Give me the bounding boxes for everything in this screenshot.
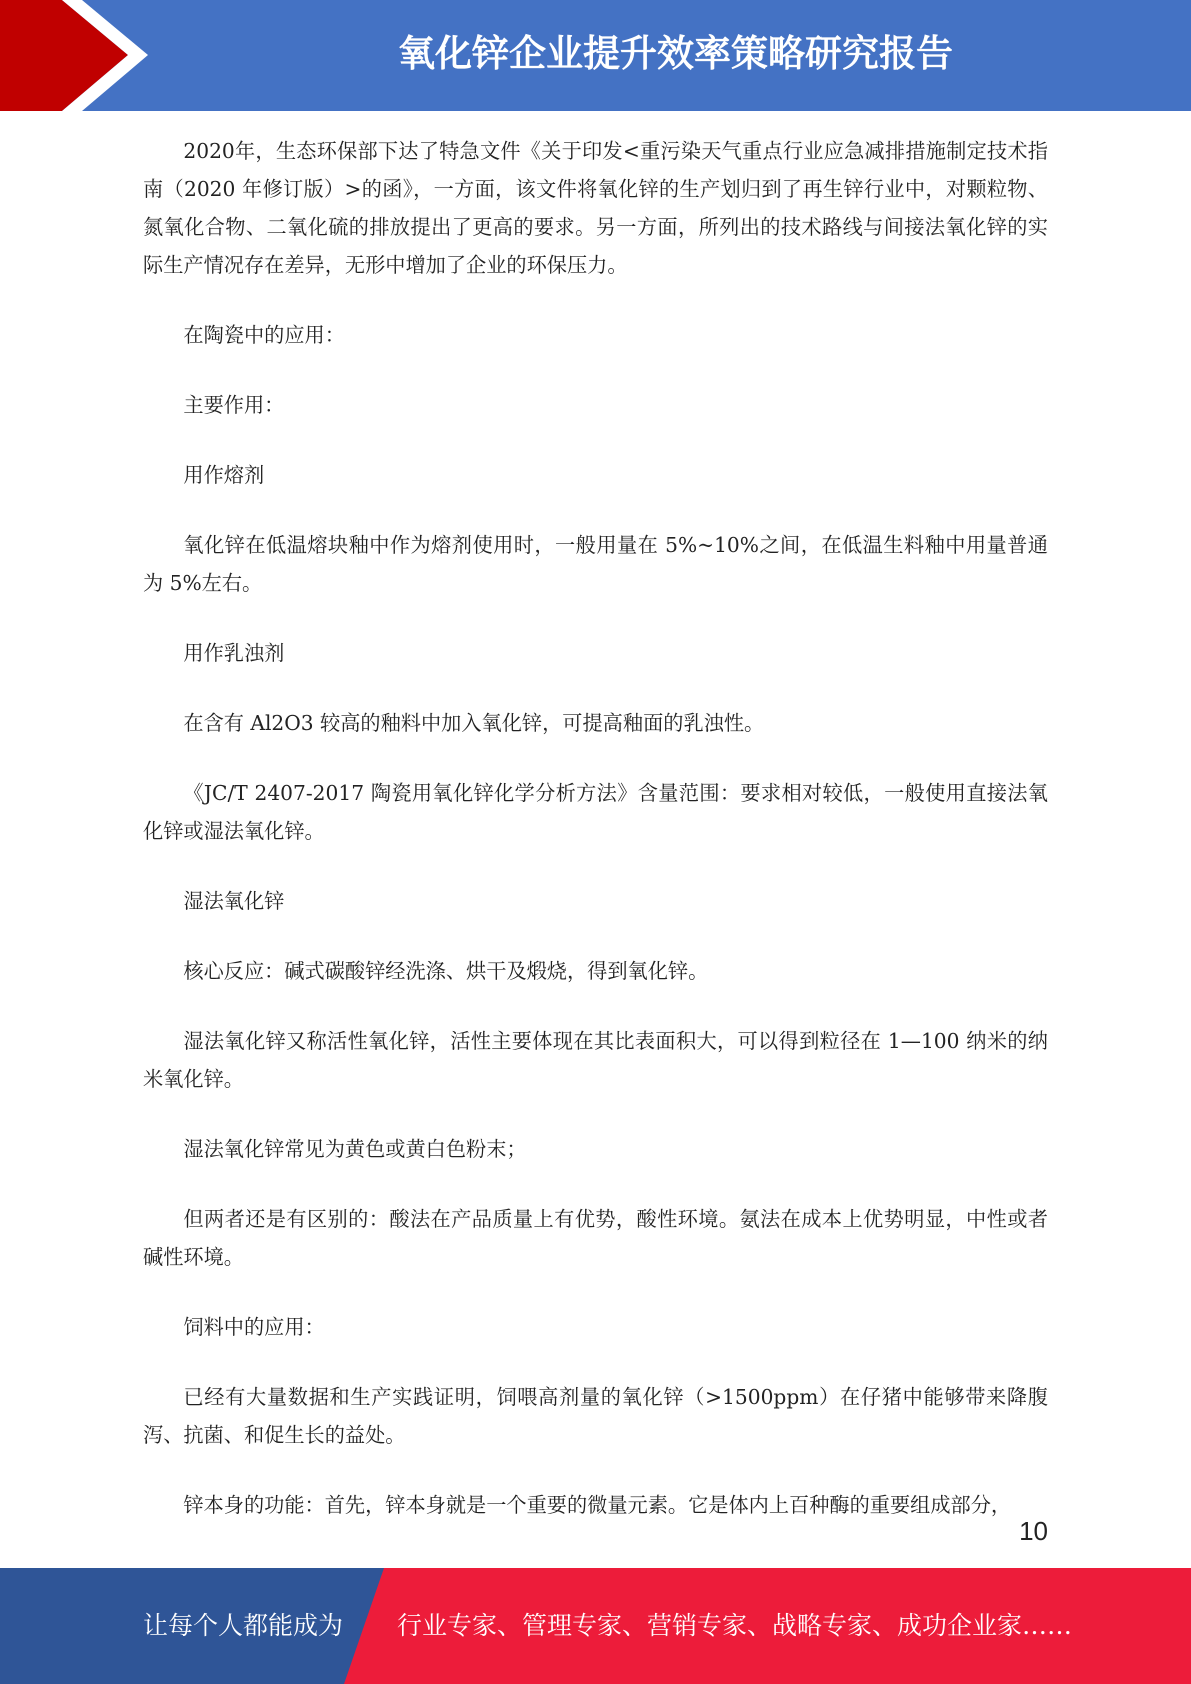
paragraph: 主要作用： <box>183 393 285 417</box>
paragraph: 但两者还是有区别的：酸法在产品质量上有优势，酸性环境。氨法在成本上优势明显，中性或者碱性环境。 <box>143 1207 1048 1269</box>
footer-slogan-left: 让每个人都能成为 <box>143 1611 344 1640</box>
paragraph: 2020年，生态环保部下达了特急文件《关于印发<重污染天气重点行业应急减排措施制定技术指南（2020 年修订版）>的函》，一方面，该文件将氧化锌的生产划归到了再生锌行业中，对颗粒物、氮氧化合物、二氧化硫的排放提出了更高的要求。另一方面，所列出的技术路线与间接法氧化锌的实际生产情况存在差异，无形中增加了企业的环保压力。 <box>143 139 1048 277</box>
footer-banner <box>0 1568 1191 1684</box>
paragraph: 在含有 Al2O3 较高的釉料中加入氧化锌，可提高釉面的乳浊性。 <box>183 711 765 735</box>
report-title: 氧化锌企业提升效率策略研究报告 <box>398 32 953 75</box>
paragraph: 湿法氧化锌 <box>183 889 285 913</box>
page-number: 10 <box>1019 1516 1048 1546</box>
footer-slogan-right: 行业专家、管理专家、营销专家、战略专家、成功企业家…… <box>397 1611 1073 1640</box>
paragraph: 用作熔剂 <box>183 463 265 487</box>
body-text <box>143 132 1048 1556</box>
paragraph: 饲料中的应用： <box>183 1315 325 1339</box>
paragraph: 湿法氧化锌又称活性氧化锌，活性主要体现在其比表面积大，可以得到粒径在 1—100 纳米的纳米氧化锌。 <box>143 1029 1048 1091</box>
paragraph: 锌本身的功能：首先，锌本身就是一个重要的微量元素。它是体内上百种酶的重要组成部分， <box>183 1493 1012 1517</box>
paragraph: 核心反应：碱式碳酸锌经洗涤、烘干及煅烧，得到氧化锌。 <box>183 959 709 983</box>
paragraph: 湿法氧化锌常见为黄色或黄白色粉末； <box>183 1137 527 1161</box>
paragraph: 在陶瓷中的应用： <box>183 323 345 347</box>
paragraph: 氧化锌在低温熔块釉中作为熔剂使用时，一般用量在 5%~10%之间，在低温生料釉中用量普通为 5%左右。 <box>143 533 1048 595</box>
paragraph: 《JC/T 2407-2017 陶瓷用氧化锌化学分析方法》含量范围：要求相对较低，一般使用直接法氧化锌或湿法氧化锌。 <box>143 781 1048 843</box>
paragraph: 已经有大量数据和生产实践证明，饲喂高剂量的氧化锌（>1500ppm）在仔猪中能够带来降腹泻、抗菌、和促生长的益处。 <box>143 1385 1048 1447</box>
header-banner <box>0 0 1191 111</box>
paragraph: 用作乳浊剂 <box>183 641 285 665</box>
